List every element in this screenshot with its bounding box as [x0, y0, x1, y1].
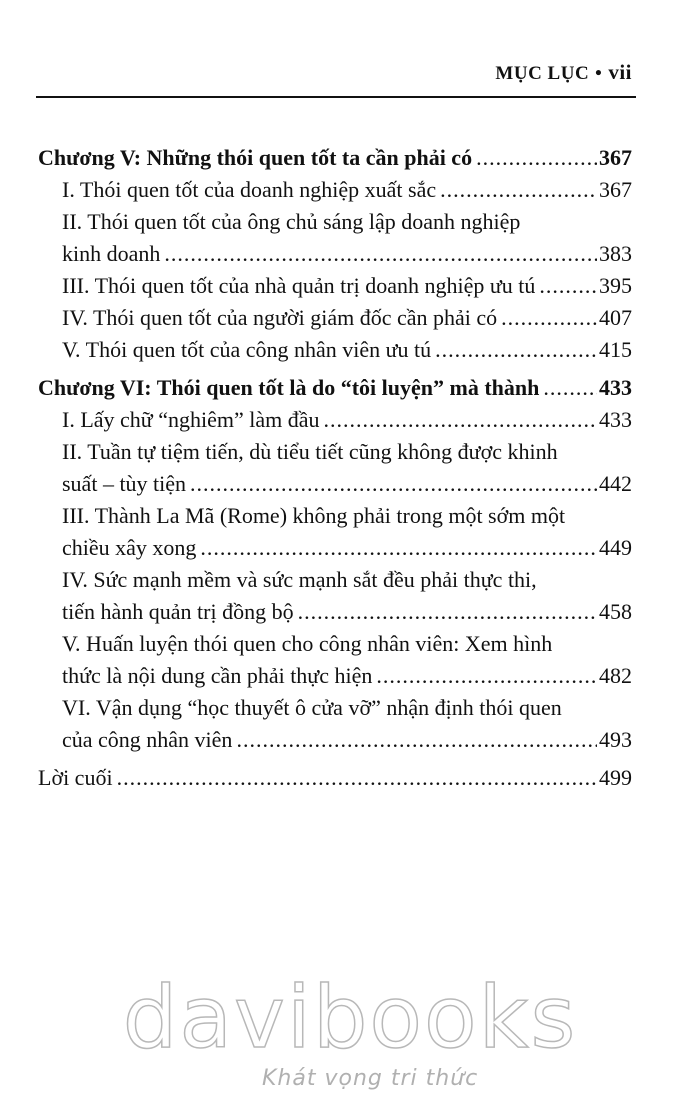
dot-leader	[376, 660, 597, 692]
toc-entry-text-line1: VI. Vận dụng “học thuyết ô cửa vỡ” nhận định thói quen	[62, 695, 562, 720]
toc-page-number: 499	[599, 765, 632, 790]
toc-page-number: 407	[599, 305, 632, 330]
toc-entry-text: V. Thói quen tốt của công nhân viên ưu tú	[62, 337, 432, 362]
toc-page-number: 433	[599, 407, 632, 432]
toc-entry-ch6-6	[38, 692, 632, 756]
dot-leader	[190, 468, 597, 500]
toc-entry-text: của công nhân viên	[62, 727, 233, 752]
header-page-number: vii	[608, 60, 632, 84]
toc-page-number: 482	[599, 663, 632, 688]
toc-page-number: 449	[599, 535, 632, 560]
toc-entry-ch6-5	[38, 628, 632, 692]
toc-entry-text-line1: IV. Sức mạnh mềm và sức mạnh sắt đều phải thực thi,	[62, 567, 537, 592]
toc-entry-text: III. Thói quen tốt của nhà quản trị doanh nghiệp ưu tú	[62, 273, 536, 298]
dot-leader	[539, 270, 597, 302]
header-bullet: •	[595, 63, 603, 84]
toc-entry-text: suất – tùy tiện	[62, 471, 187, 496]
dot-leader	[164, 238, 597, 270]
toc-page-number: 415	[599, 337, 632, 362]
toc-entry-text: thức là nội dung cần phải thực hiện	[62, 663, 373, 688]
dot-leader	[476, 142, 597, 174]
toc-entry-ch5	[38, 142, 632, 174]
header-rule	[36, 96, 636, 98]
toc-entry-ch6-1	[38, 404, 632, 436]
dot-leader	[200, 532, 597, 564]
toc-page-number: 367	[599, 177, 632, 202]
toc-entry-text: Lời cuối	[38, 765, 113, 790]
dot-leader	[543, 372, 597, 404]
toc-entry-ch5-2	[38, 206, 632, 270]
toc-entry-text: I. Lấy chữ “nghiêm” làm đầu	[62, 407, 320, 432]
toc-page-number: 367	[599, 145, 632, 170]
dot-leader	[440, 174, 597, 206]
toc-entry-text-line1: V. Huấn luyện thói quen cho công nhân viên: Xem hình	[62, 631, 553, 656]
watermark-brand: davibooks	[122, 968, 578, 1068]
dot-leader	[501, 302, 597, 334]
toc-entry-text-line1: II. Thói quen tốt của ông chủ sáng lập doanh nghiệp	[62, 209, 521, 234]
toc-entry-text: I. Thói quen tốt của doanh nghiệp xuất sắc	[62, 177, 437, 202]
toc-page-number: 395	[599, 273, 632, 298]
toc-entry-text: IV. Thói quen tốt của người giám đốc cần phải có	[62, 305, 498, 330]
toc-entry-text-line1: II. Tuần tự tiệm tiến, dù tiểu tiết cũng không được khinh	[62, 439, 558, 464]
toc-entry-ch6-2	[38, 436, 632, 500]
toc-page-number: 433	[599, 375, 632, 400]
toc-page-number: 493	[599, 727, 632, 752]
toc-entry-text-line1: III. Thành La Mã (Rome) không phải trong một sớm một	[62, 503, 566, 528]
toc-entry-ch5-5	[38, 334, 632, 366]
dot-leader	[324, 404, 598, 436]
toc-page-number: 458	[599, 599, 632, 624]
toc-entry-ch5-1	[38, 174, 632, 206]
table-of-contents	[38, 142, 632, 794]
toc-entry-ch5-4	[38, 302, 632, 334]
toc-page-number: 442	[599, 471, 632, 496]
toc-entry-text: Chương V: Những thói quen tốt ta cần phải có	[38, 145, 473, 170]
toc-entry-text: Chương VI: Thói quen tốt là do “tôi luyện” mà thành	[38, 375, 540, 400]
dot-leader	[435, 334, 597, 366]
toc-entry-ch6-3	[38, 500, 632, 564]
dot-leader	[298, 596, 597, 628]
toc-entry-text: chiều xây xong	[62, 535, 197, 560]
toc-entry-ch5-3	[38, 270, 632, 302]
toc-entry-text: kinh doanh	[62, 241, 161, 266]
header-title: MỤC LỤC	[495, 63, 590, 84]
toc-entry-ch6-4	[38, 564, 632, 628]
dot-leader	[117, 762, 597, 794]
toc-entry-text: tiến hành quản trị đồng bộ	[62, 599, 294, 624]
running-header	[495, 60, 632, 85]
toc-entry-ch6	[38, 372, 632, 404]
toc-page-number: 383	[599, 241, 632, 266]
toc-entry-end	[38, 762, 632, 794]
dot-leader	[236, 724, 597, 756]
watermark-tagline: Khát vọng tri thức	[262, 1066, 479, 1091]
